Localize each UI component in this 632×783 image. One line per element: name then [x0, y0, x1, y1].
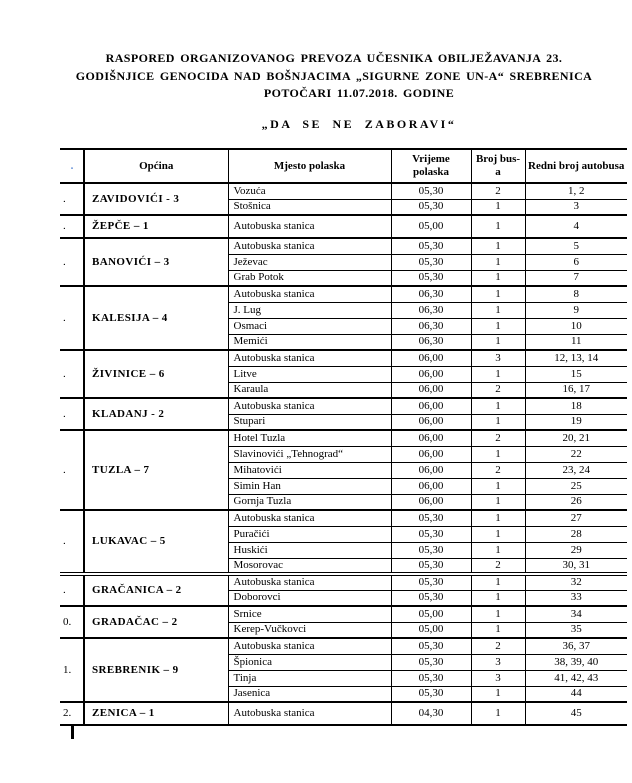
vrijeme-cell: 05,30 [391, 510, 471, 526]
vrijeme-cell: 05,30 [391, 238, 471, 254]
broj-cell: 2 [471, 382, 525, 398]
opcina-cell: SREBRENIK – 9 [84, 638, 228, 702]
vrijeme-cell: 05,30 [391, 638, 471, 654]
redni-cell: 27 [525, 510, 627, 526]
vrijeme-cell: 06,00 [391, 446, 471, 462]
redni-cell: 28 [525, 526, 627, 542]
redni-cell: 38, 39, 40 [525, 654, 627, 670]
redni-cell: 18 [525, 398, 627, 414]
row-num-cell: 0. [60, 606, 84, 638]
mjesto-cell: Puračići [228, 526, 391, 542]
mjesto-cell: Kerep-Vučkovci [228, 622, 391, 638]
vrijeme-cell: 06,30 [391, 318, 471, 334]
mjesto-cell: Autobuska stanica [228, 510, 391, 526]
broj-cell: 1 [471, 318, 525, 334]
mjesto-cell: Osmaci [228, 318, 391, 334]
header-redni-broj: Redni broj autobusa [525, 149, 627, 183]
mjesto-cell: Hotel Tuzla [228, 430, 391, 446]
broj-cell: 1 [471, 702, 525, 725]
transport-schedule-table [60, 148, 627, 726]
opcina-cell: LUKAVAC – 5 [84, 510, 228, 574]
opcina-cell: ZAVIDOVIĆI - 3 [84, 183, 228, 215]
redni-cell: 1, 2 [525, 183, 627, 199]
redni-cell: 26 [525, 494, 627, 510]
row-num-cell: 2. [60, 702, 84, 725]
table-row [60, 638, 627, 654]
vrijeme-cell: 05,30 [391, 199, 471, 215]
vrijeme-cell: 05,00 [391, 215, 471, 238]
redni-cell: 6 [525, 254, 627, 270]
mjesto-cell: J. Lug [228, 302, 391, 318]
header-mjesto-polaska: Mjesto polaska [228, 149, 391, 183]
redni-cell: 4 [525, 215, 627, 238]
vrijeme-cell: 04,30 [391, 702, 471, 725]
redni-cell: 3 [525, 199, 627, 215]
row-num-cell: . [60, 183, 84, 215]
header-num-fragment: . [70, 160, 74, 172]
redni-cell: 36, 37 [525, 638, 627, 654]
mjesto-cell: Autobuska stanica [228, 350, 391, 366]
broj-cell: 1 [471, 494, 525, 510]
table-row [60, 574, 627, 590]
mjesto-cell: Mihatovići [228, 462, 391, 478]
mjesto-cell: Grab Potok [228, 270, 391, 286]
broj-cell: 1 [471, 686, 525, 702]
row-num-cell: . [60, 286, 84, 350]
broj-cell: 1 [471, 526, 525, 542]
header-vrijeme-polaska: Vrijeme polaska [391, 149, 471, 183]
vrijeme-cell: 05,30 [391, 590, 471, 606]
text-cursor [71, 726, 74, 739]
redni-cell: 35 [525, 622, 627, 638]
table-row [60, 606, 627, 622]
broj-cell: 3 [471, 654, 525, 670]
broj-cell: 3 [471, 350, 525, 366]
broj-cell: 2 [471, 430, 525, 446]
redni-cell: 30, 31 [525, 558, 627, 574]
broj-cell: 2 [471, 183, 525, 199]
vrijeme-cell: 06,00 [391, 382, 471, 398]
opcina-cell: GRAČANICA – 2 [84, 574, 228, 606]
redni-cell: 7 [525, 270, 627, 286]
mjesto-cell: Srnice [228, 606, 391, 622]
mjesto-cell: Slavinovići „Tehnograd“ [228, 446, 391, 462]
row-num-cell: . [60, 430, 84, 510]
opcina-cell: BANOVIĆI – 3 [84, 238, 228, 286]
broj-cell: 1 [471, 398, 525, 414]
opcina-cell: GRADAČAC – 2 [84, 606, 228, 638]
redni-cell: 22 [525, 446, 627, 462]
broj-cell: 1 [471, 414, 525, 430]
opcina-cell: KALESIJA – 4 [84, 286, 228, 350]
opcina-cell: ŽEPČE – 1 [84, 215, 228, 238]
vrijeme-cell: 05,30 [391, 654, 471, 670]
mjesto-cell: Špionica [228, 654, 391, 670]
redni-cell: 11 [525, 334, 627, 350]
redni-cell: 9 [525, 302, 627, 318]
table-row [60, 350, 627, 366]
mjesto-cell: Autobuska stanica [228, 398, 391, 414]
document-motto: „DA SE NE ZABORAVI“ [261, 116, 457, 131]
broj-cell: 1 [471, 622, 525, 638]
opcina-cell: TUZLA – 7 [84, 430, 228, 510]
table-row [60, 286, 627, 302]
broj-cell: 1 [471, 302, 525, 318]
table-header-row [60, 149, 627, 183]
vrijeme-cell: 06,00 [391, 398, 471, 414]
broj-cell: 3 [471, 670, 525, 686]
vrijeme-cell: 05,30 [391, 574, 471, 590]
vrijeme-cell: 06,00 [391, 366, 471, 382]
vrijeme-cell: 06,30 [391, 302, 471, 318]
vrijeme-cell: 05,30 [391, 270, 471, 286]
opcina-cell: ŽIVINICE – 6 [84, 350, 228, 398]
mjesto-cell: Vozuća [228, 183, 391, 199]
redni-cell: 29 [525, 542, 627, 558]
mjesto-cell: Litve [228, 366, 391, 382]
row-num-cell: . [60, 215, 84, 238]
vrijeme-cell: 06,00 [391, 350, 471, 366]
broj-cell: 1 [471, 334, 525, 350]
table-row [60, 702, 627, 725]
vrijeme-cell: 06,00 [391, 494, 471, 510]
mjesto-cell: Autobuska stanica [228, 702, 391, 725]
mjesto-cell: Autobuska stanica [228, 215, 391, 238]
mjesto-cell: Huskići [228, 542, 391, 558]
vrijeme-cell: 05,30 [391, 542, 471, 558]
broj-cell: 1 [471, 510, 525, 526]
vrijeme-cell: 05,00 [391, 622, 471, 638]
mjesto-cell: Stupari [228, 414, 391, 430]
vrijeme-cell: 06,00 [391, 462, 471, 478]
mjesto-cell: Simin Han [228, 478, 391, 494]
mjesto-cell: Jasenica [228, 686, 391, 702]
row-num-cell: . [60, 350, 84, 398]
row-num-cell: . [60, 398, 84, 430]
vrijeme-cell: 05,30 [391, 183, 471, 199]
broj-cell: 1 [471, 286, 525, 302]
broj-cell: 1 [471, 366, 525, 382]
redni-cell: 5 [525, 238, 627, 254]
redni-cell: 44 [525, 686, 627, 702]
broj-cell: 1 [471, 606, 525, 622]
broj-cell: 1 [471, 238, 525, 254]
vrijeme-cell: 06,30 [391, 286, 471, 302]
redni-cell: 15 [525, 366, 627, 382]
broj-cell: 1 [471, 270, 525, 286]
opcina-cell: ZENICA – 1 [84, 702, 228, 725]
mjesto-cell: Gornja Tuzla [228, 494, 391, 510]
table-row [60, 430, 627, 446]
table-row [60, 183, 627, 199]
vrijeme-cell: 06,00 [391, 478, 471, 494]
title-line-3: POTOČARI 11.07.2018. GODINE [263, 86, 455, 100]
mjesto-cell: Mosorovac [228, 558, 391, 574]
vrijeme-cell: 05,30 [391, 526, 471, 542]
broj-cell: 1 [471, 199, 525, 215]
broj-cell: 2 [471, 638, 525, 654]
broj-cell: 1 [471, 574, 525, 590]
vrijeme-cell: 05,30 [391, 558, 471, 574]
broj-cell: 1 [471, 542, 525, 558]
row-num-cell: . [60, 574, 84, 606]
vrijeme-cell: 05,00 [391, 606, 471, 622]
redni-cell: 34 [525, 606, 627, 622]
row-num-cell: . [60, 238, 84, 286]
redni-cell: 32 [525, 574, 627, 590]
broj-cell: 1 [471, 446, 525, 462]
redni-cell: 12, 13, 14 [525, 350, 627, 366]
title-line-2: GODIŠNJICE GENOCIDA NAD BOŠNJACIMA „SIGURNE ZONE UN-A“ SREBRENICA [75, 68, 593, 83]
broj-cell: 1 [471, 215, 525, 238]
row-num-cell: . [60, 510, 84, 574]
broj-cell: 1 [471, 254, 525, 270]
redni-cell: 33 [525, 590, 627, 606]
mjesto-cell: Karaula [228, 382, 391, 398]
redni-cell: 41, 42, 43 [525, 670, 627, 686]
vrijeme-cell: 06,00 [391, 414, 471, 430]
vrijeme-cell: 06,00 [391, 430, 471, 446]
table-row [60, 215, 627, 238]
vrijeme-cell: 05,30 [391, 254, 471, 270]
table-row [60, 510, 627, 526]
row-num-cell: 1. [60, 638, 84, 702]
vrijeme-cell: 05,30 [391, 686, 471, 702]
table-row [60, 398, 627, 414]
mjesto-cell: Ježevac [228, 254, 391, 270]
header-opcina: Općina [84, 149, 228, 183]
table-row [60, 238, 627, 254]
header-num-cell [60, 149, 84, 183]
mjesto-cell: Tinja [228, 670, 391, 686]
mjesto-cell: Autobuska stanica [228, 574, 391, 590]
redni-cell: 19 [525, 414, 627, 430]
mjesto-cell: Doborovci [228, 590, 391, 606]
title-line-1: RASPORED ORGANIZOVANOG PREVOZA UČESNIKA OBILJEŽAVANJA 23. [105, 51, 563, 65]
mjesto-cell: Autobuska stanica [228, 286, 391, 302]
broj-cell: 2 [471, 558, 525, 574]
mjesto-cell: Autobuska stanica [228, 238, 391, 254]
mjesto-cell: Stošnica [228, 199, 391, 215]
redni-cell: 8 [525, 286, 627, 302]
redni-cell: 45 [525, 702, 627, 725]
redni-cell: 10 [525, 318, 627, 334]
redni-cell: 23, 24 [525, 462, 627, 478]
redni-cell: 20, 21 [525, 430, 627, 446]
mjesto-cell: Memići [228, 334, 391, 350]
opcina-cell: KLADANJ - 2 [84, 398, 228, 430]
broj-cell: 2 [471, 462, 525, 478]
vrijeme-cell: 06,30 [391, 334, 471, 350]
mjesto-cell: Autobuska stanica [228, 638, 391, 654]
document-title [38, 50, 630, 133]
vrijeme-cell: 05,30 [391, 670, 471, 686]
broj-cell: 1 [471, 590, 525, 606]
redni-cell: 16, 17 [525, 382, 627, 398]
header-broj-bus-a: Broj bus-a [471, 149, 525, 183]
redni-cell: 25 [525, 478, 627, 494]
broj-cell: 1 [471, 478, 525, 494]
